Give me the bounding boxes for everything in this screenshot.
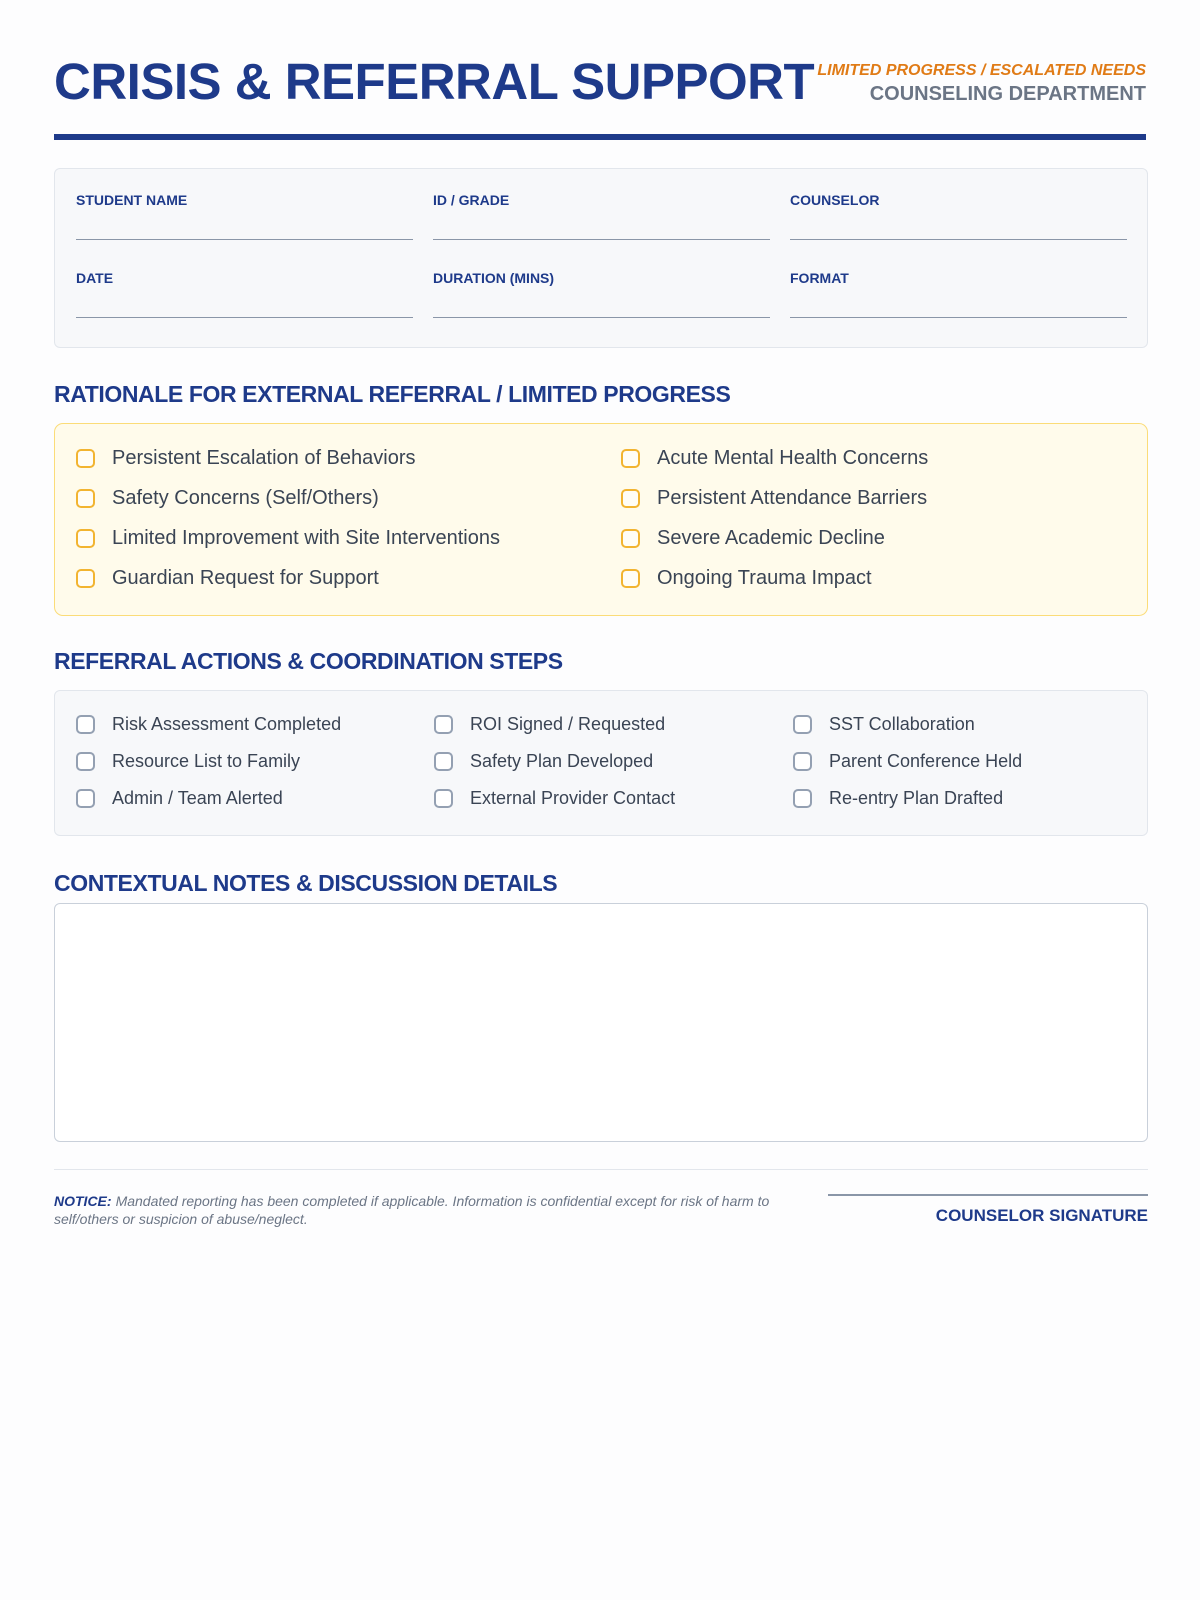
action-item: [434, 749, 793, 773]
rationale-checkbox[interactable]: [621, 569, 640, 588]
rationale-label: Ongoing Trauma Impact: [657, 566, 872, 589]
rationale-item: [621, 446, 1121, 470]
field-duration: [433, 269, 770, 318]
form-header: [54, 0, 1146, 141]
actions-grid: [76, 712, 1127, 810]
action-item: [434, 786, 793, 810]
department-name: COUNSELING DEPARTMENT: [869, 83, 1146, 105]
field-format: [790, 269, 1127, 318]
field-label: ID / GRADE: [433, 192, 510, 208]
rationale-checklist: [54, 423, 1148, 616]
rationale-item: [76, 446, 621, 470]
notes-textarea[interactable]: [54, 903, 1148, 1142]
action-checkbox[interactable]: [793, 715, 812, 734]
rationale-item: [76, 526, 621, 550]
rationale-checkbox[interactable]: [76, 449, 95, 468]
action-checkbox[interactable]: [434, 752, 453, 771]
action-checkbox[interactable]: [793, 789, 812, 808]
student-name-input[interactable]: [76, 209, 413, 240]
action-label: SST Collaboration: [829, 713, 975, 734]
action-checkbox[interactable]: [76, 752, 95, 771]
rationale-checkbox[interactable]: [621, 489, 640, 508]
duration-input[interactable]: [433, 287, 770, 318]
form-title: CRISIS & REFERRAL SUPPORT: [54, 53, 815, 110]
notice-label: NOTICE:: [54, 1193, 112, 1209]
field-label: FORMAT: [790, 270, 849, 286]
header-divider: [54, 134, 1146, 140]
footer-divider: [54, 1169, 1148, 1170]
rationale-grid: [76, 446, 1127, 590]
action-label: ROI Signed / Requested: [470, 713, 666, 734]
rationale-checkbox[interactable]: [76, 529, 95, 548]
header-meta: [817, 61, 1146, 107]
notes-section-title: CONTEXTUAL NOTES & DISCUSSION DETAILS: [54, 870, 558, 896]
field-label: COUNSELOR: [790, 192, 880, 208]
field-label: STUDENT NAME: [76, 192, 188, 208]
action-label: Risk Assessment Completed: [112, 713, 342, 734]
rationale-label: Persistent Escalation of Behaviors: [112, 446, 416, 469]
rationale-checkbox[interactable]: [621, 449, 640, 468]
rationale-label: Limited Improvement with Site Interventions: [112, 526, 500, 549]
date-input[interactable]: [76, 287, 413, 318]
action-item: [76, 712, 434, 736]
signature-line[interactable]: [828, 1194, 1148, 1196]
counselor-input[interactable]: [790, 209, 1127, 240]
action-checkbox[interactable]: [793, 752, 812, 771]
field-id-grade: [433, 191, 770, 240]
field-date: [76, 269, 413, 318]
rationale-item: [76, 486, 621, 510]
signature-label: COUNSELOR SIGNATURE: [935, 1206, 1148, 1225]
action-item: [434, 712, 793, 736]
field-counselor: [790, 191, 1127, 240]
student-info-card: [54, 168, 1148, 348]
status-tagline: LIMITED PROGRESS / ESCALATED NEEDS: [817, 62, 1146, 79]
action-item: [793, 712, 1123, 736]
rationale-label: Acute Mental Health Concerns: [657, 446, 929, 469]
rationale-label: Guardian Request for Support: [112, 566, 379, 589]
action-item: [76, 749, 434, 773]
action-label: Re-entry Plan Drafted: [829, 787, 1004, 808]
id-grade-input[interactable]: [433, 209, 770, 240]
actions-section-title: REFERRAL ACTIONS & COORDINATION STEPS: [54, 648, 563, 674]
action-item: [793, 786, 1123, 810]
action-checkbox[interactable]: [76, 715, 95, 734]
format-input[interactable]: [790, 287, 1127, 318]
rationale-label: Severe Academic Decline: [657, 526, 885, 549]
rationale-item: [621, 526, 1121, 550]
action-checkbox[interactable]: [76, 789, 95, 808]
action-label: Resource List to Family: [112, 750, 301, 771]
rationale-checkbox[interactable]: [76, 569, 95, 588]
rationale-label: Persistent Attendance Barriers: [657, 486, 928, 509]
rationale-item: [621, 566, 1121, 590]
field-student-name: [76, 191, 413, 240]
rationale-checkbox[interactable]: [76, 489, 95, 508]
rationale-checkbox[interactable]: [621, 529, 640, 548]
rationale-item: [76, 566, 621, 590]
action-label: Parent Conference Held: [829, 750, 1023, 771]
actions-checklist: [54, 690, 1148, 836]
action-item: [793, 749, 1123, 773]
action-label: External Provider Contact: [470, 787, 676, 808]
action-checkbox[interactable]: [434, 789, 453, 808]
confidentiality-notice: [54, 1192, 799, 1228]
notice-text: Mandated reporting has been completed if applicable. Information is confidential except for risk of harm to self/others or suspicion of abuse/neglect.: [54, 1193, 770, 1227]
rationale-label: Safety Concerns (Self/Others): [112, 486, 379, 509]
student-info-grid: [76, 191, 1127, 318]
rationale-item: [621, 486, 1121, 510]
action-label: Safety Plan Developed: [470, 750, 654, 771]
action-item: [76, 786, 434, 810]
field-label: DURATION (MINS): [433, 270, 555, 286]
field-label: DATE: [76, 270, 114, 286]
rationale-section-title: RATIONALE FOR EXTERNAL REFERRAL / LIMITED PROGRESS: [54, 381, 731, 407]
action-checkbox[interactable]: [434, 715, 453, 734]
action-label: Admin / Team Alerted: [112, 787, 283, 808]
